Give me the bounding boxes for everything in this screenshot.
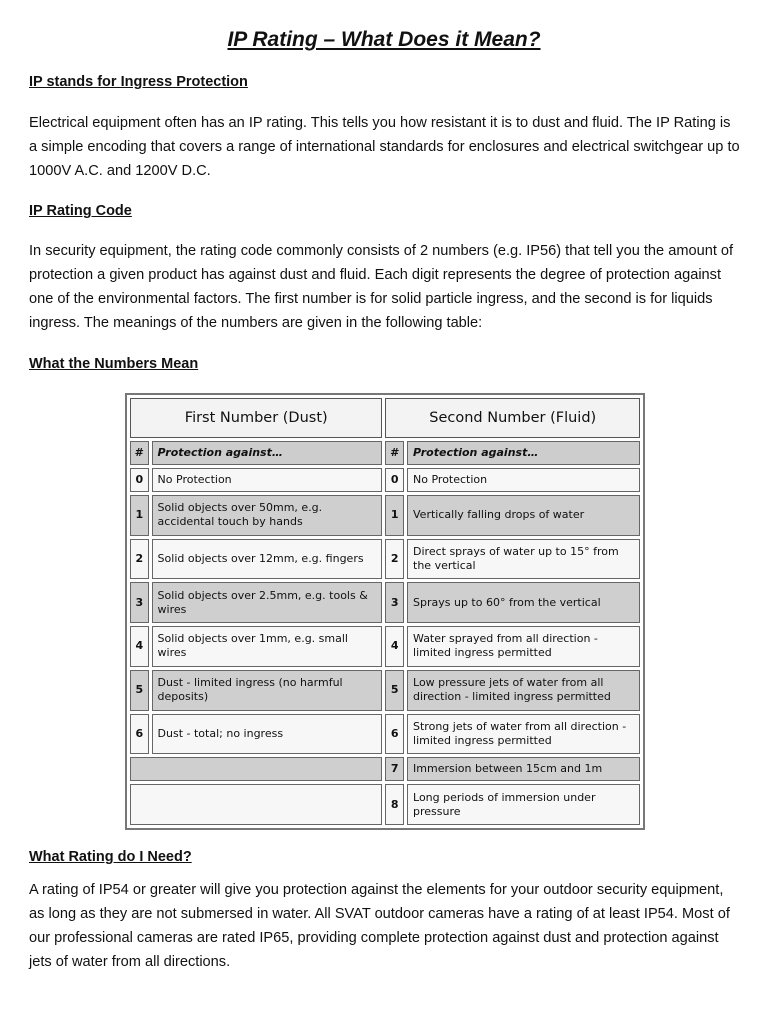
- code-paragraph: In security equipment, the rating code commonly consists of 2 numbers (e.g. IP56) that tell you the amount of protection a given product has against dust and fluid. Each digit represents the degree of protection against one of the environmental factors. The first number is for solid particle ingress, and the second is for liquids ingress. The meanings of the numbers are given in the following table:: [29, 243, 734, 331]
- ip-rating-table: [125, 393, 645, 830]
- table-row: 1 Solid objects over 50mm, e.g. accidental touch by hands 1 Vertically falling drops of water: [130, 495, 640, 536]
- col-hash-fluid: #: [385, 441, 404, 465]
- col-hash-dust: #: [130, 441, 149, 465]
- ip-paragraph: Electrical equipment often has an IP rating. This tells you how resistant it is to dust and fluid. The IP Rating is a simple encoding that covers a range of international standards for enclosures and electrical switchgear up to 1000V A.C. and 1200V D.C.: [29, 115, 740, 179]
- table-row: 0 No Protection 0 No Protection: [130, 468, 640, 492]
- header-dust: First Number (Dust): [130, 398, 382, 438]
- numbers-heading: What the Numbers Mean: [29, 356, 199, 372]
- header-fluid: Second Number (Fluid): [385, 398, 640, 438]
- ip-heading: IP stands for Ingress Protection: [29, 74, 248, 90]
- table-row: 6 Dust - total; no ingress 6 Strong jets of water from all direction - limited ingress permitted: [130, 714, 640, 755]
- page-title: IP Rating – What Does it Mean?: [227, 28, 541, 51]
- table-row: 7 Immersion between 15cm and 1m: [130, 757, 640, 781]
- table-row: 5 Dust - limited ingress (no harmful deposits) 5 Low pressure jets of water from all direction - limited ingress permitted: [130, 670, 640, 711]
- need-paragraph: A rating of IP54 or greater will give you protection against the elements for your outdoor security equipment, as long as they are not submersed in water. All SVAT outdoor cameras have a rating of at least IP54. Most of our professional cameras are rated IP65, providing complete protection against dust and protection against jets of water from all directions.: [29, 882, 730, 970]
- code-heading: IP Rating Code: [29, 203, 132, 219]
- table-row: 8 Long periods of immersion under pressure: [130, 784, 640, 825]
- col-protection-dust: Protection against…: [152, 441, 383, 465]
- table-row: 2 Solid objects over 12mm, e.g. fingers 2 Direct sprays of water up to 15° from the vertical: [130, 539, 640, 580]
- col-protection-fluid: Protection against…: [407, 441, 640, 465]
- need-heading: What Rating do I Need?: [29, 849, 192, 865]
- table-row: 4 Solid objects over 1mm, e.g. small wires 4 Water sprayed from all direction - limited ingress permitted: [130, 626, 640, 667]
- table-row: 3 Solid objects over 2.5mm, e.g. tools & wires 3 Sprays up to 60° from the vertical: [130, 582, 640, 623]
